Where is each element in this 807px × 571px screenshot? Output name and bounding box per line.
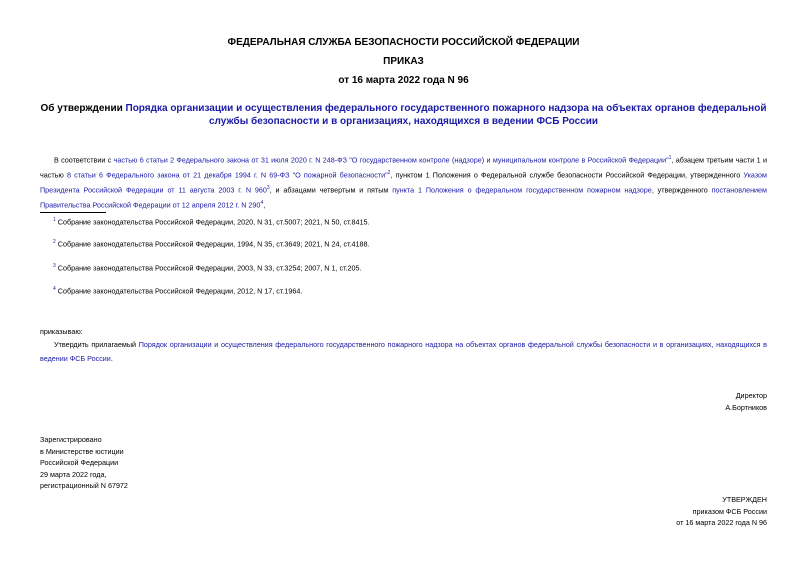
document-date-number: от 16 марта 2022 года N 96 xyxy=(338,75,469,86)
footnote-mark: 1 xyxy=(53,217,56,223)
preamble-text-4: , и абзацами четвертым и пятым xyxy=(269,185,393,195)
approved-line-2: приказом ФСБ России xyxy=(692,506,767,516)
title-prefix: Об утверждении xyxy=(40,103,126,114)
registration-line-4: 29 марта 2022 года, xyxy=(40,469,107,479)
footnote-text: Собрание законодательства Российской Федерации, 2012, N 17, ст.1964. xyxy=(55,286,303,296)
footnote-text: Собрание законодательства Российской Федерации, 2020, N 31, ст.5007; 2021, N 50, ст.8415. xyxy=(55,217,370,227)
footnote-divider xyxy=(40,212,106,213)
footnote-2 xyxy=(53,239,370,248)
footnote-mark: 3 xyxy=(53,263,56,269)
order-text-2: . xyxy=(110,353,113,363)
document-type: ПРИКАЗ xyxy=(383,56,424,67)
signature-name: А.Бортников xyxy=(725,402,767,412)
preamble-link-law-248[interactable]: частью 6 статьи 2 Федерального закона от 31 июля 2020 г. N 248-ФЗ "О государственном контроле (надзоре) и муниципальном контроле в Российской Федерации" xyxy=(113,155,669,165)
preamble-paragraph xyxy=(40,152,767,212)
registration-line-3: Российской Федерации xyxy=(40,458,119,467)
approved-line-3: от 16 марта 2022 года N 96 xyxy=(676,518,767,527)
preamble-link-resolution-290[interactable]: постановлением Правительства Российской Федерации от 12 апреля 2012 г. N 290 xyxy=(40,185,767,210)
registration-block xyxy=(40,434,128,492)
footnote-text: Собрание законодательства Российской Федерации, 2003, N 33, ст.3254; 2007, N 1, ст.205. xyxy=(55,263,362,273)
footnote-text: Собрание законодательства Российской Федерации, 1994, N 35, ст.3649; 2021, N 24, ст.4188. xyxy=(55,239,370,249)
preamble-text-6: , xyxy=(263,200,266,210)
registration-line-1: Зарегистрировано xyxy=(40,435,102,444)
footnote-3 xyxy=(53,263,362,272)
footnote-ref-2[interactable]: 2 xyxy=(387,169,391,176)
footnote-mark: 4 xyxy=(53,286,56,292)
preamble-text-1: В соответствии с xyxy=(54,155,114,165)
approved-block xyxy=(676,494,767,529)
preamble-text-2: , абзацем третьим части 1 и частью xyxy=(40,155,767,180)
footnote-4 xyxy=(53,286,302,295)
registration-line-2: в Министерстве юстиции xyxy=(40,446,124,456)
signature-position: Директор xyxy=(735,391,767,400)
footnote-ref-1[interactable]: 1 xyxy=(668,155,672,161)
order-link-procedure[interactable]: Порядок организации и осуществления федерального государственного пожарного надзора на объектах органов федеральной службы безопасности и в организациях, находящихся в ведении ФСБ России xyxy=(40,340,768,363)
order-text-1: Утвердить прилагаемый xyxy=(54,340,139,349)
preamble-link-law-69[interactable]: 8 статьи 6 Федерального закона от 21 декабря 1994 г. N 69-ФЗ "О пожарной безопасности" xyxy=(66,170,388,180)
signature-block xyxy=(725,390,767,413)
preamble-text-5: , утвержденного xyxy=(651,185,712,195)
document-title xyxy=(40,102,767,128)
preamble-link-regulation[interactable]: пункта 1 Положения о федеральном государственном пожарном надзоре xyxy=(392,185,652,195)
footnote-ref-4[interactable]: 4 xyxy=(260,199,264,206)
footnote-ref-3[interactable]: 3 xyxy=(266,184,270,191)
preamble-link-decree-960[interactable]: Указом Президента Российской Федерации от 11 августа 2003 г. N 960 xyxy=(40,170,767,195)
order-paragraph xyxy=(40,338,767,365)
preamble-text-3: , пунктом 1 Положения о Федеральной службе безопасности Российской Федерации, утвержденного xyxy=(390,170,744,180)
title-link[interactable]: Порядка организации и осуществления федерального государственного пожарного надзора на объектах органов федеральной службы безопасности и в организациях, находящихся в ведении ФСБ России xyxy=(125,103,767,127)
order-word: приказываю: xyxy=(40,327,83,336)
registration-line-5: регистрационный N 67972 xyxy=(40,481,128,490)
agency-name: ФЕДЕРАЛЬНАЯ СЛУЖБА БЕЗОПАСНОСТИ РОССИЙСКОЙ ФЕДЕРАЦИИ xyxy=(227,37,580,48)
footnote-mark: 2 xyxy=(53,239,56,245)
approved-line-1: УТВЕРЖДЕН xyxy=(722,495,767,504)
footnote-1 xyxy=(53,217,370,226)
